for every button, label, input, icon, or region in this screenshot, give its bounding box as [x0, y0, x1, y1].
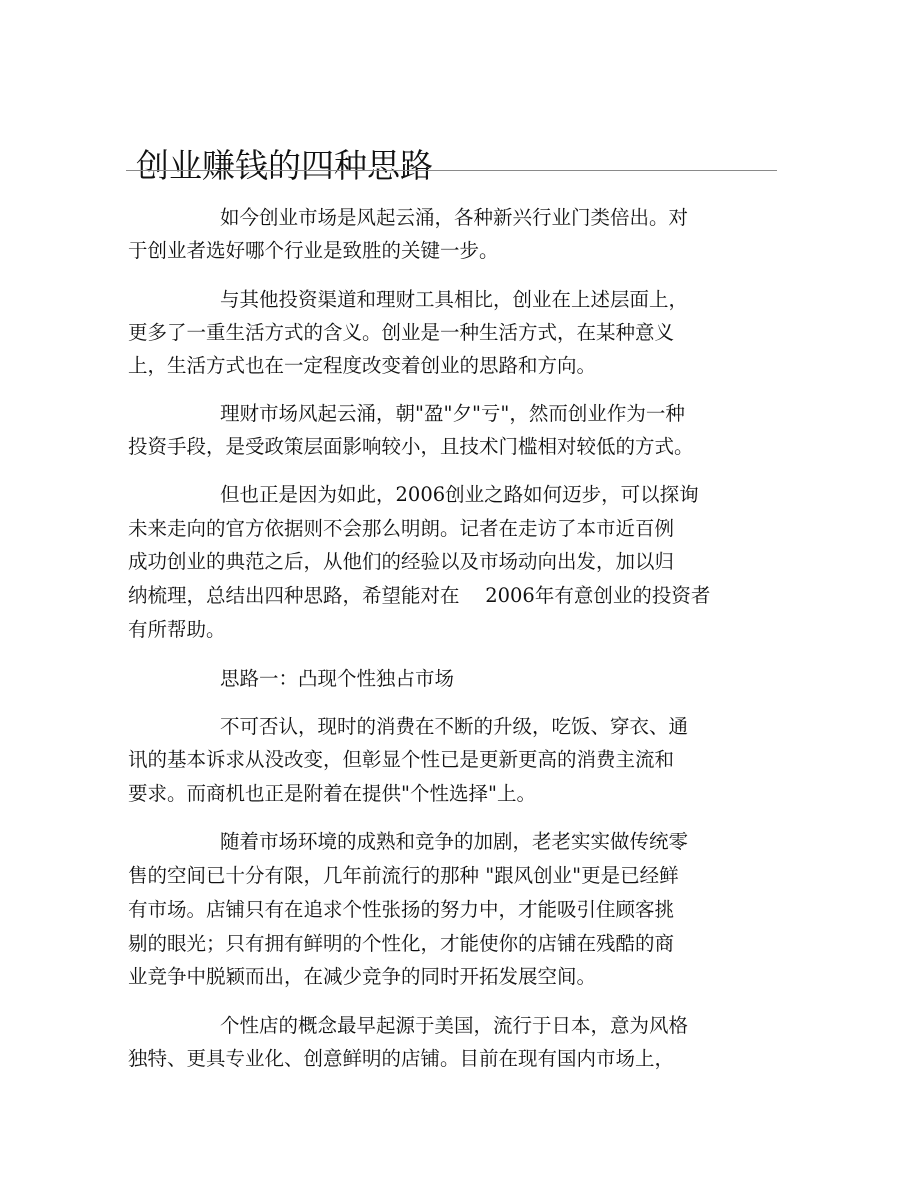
paragraph-7-line-4: 剔的眼光；只有拥有鲜明的个性化，才能使你的店铺在残酷的商 [128, 932, 675, 955]
paragraph-3-line-2: 投资手段，是受政策层面影响较小，且技术门槛相对较低的方式。 [128, 435, 694, 458]
paragraph-3-line-1: 理财市场风起云涌，朝"盈"夕"亏"，然而创业作为一种 [220, 402, 685, 425]
paragraph-1-line-1: 如今创业市场是风起云涌，各种新兴行业门类倍出。对 [220, 206, 689, 229]
paragraph-7-line-1: 随着市场环境的成熟和竞争的加剧，老老实实做传统零 [220, 830, 689, 853]
paragraph-7-line-3: 有市场。店铺只有在追求个性张扬的努力中，才能吸引住顾客挑 [128, 898, 675, 921]
paragraph-8-line-2: 独特、更具专业化、创意鲜明的店铺。目前在现有国内市场上， [128, 1047, 675, 1070]
paragraph-4-line-2: 未来走向的官方依据则不会那么明朗。记者在走访了本市近百例 [128, 517, 675, 540]
paragraph-8-line-1: 个性店的概念最早起源于美国，流行于日本，意为风格 [220, 1014, 689, 1037]
paragraph-6-line-1: 不可否认，现时的消费在不断的升级，吃饭、穿衣、通 [220, 715, 689, 738]
paragraph-1-line-2: 于创业者选好哪个行业是致胜的关键一步。 [128, 239, 499, 262]
section-heading-idea-one: 思路一：凸现个性独占市场 [220, 667, 455, 690]
paragraph-7-line-2: 售的空间已十分有限，几年前流行的那种 "跟风创业"更是已经鲜 [128, 864, 679, 887]
document-title: 创业赚钱的四种思路 [136, 146, 433, 186]
paragraph-2-line-3: 上，生活方式也在一定程度改变着创业的思路和方向。 [128, 354, 597, 377]
paragraph-6-line-2: 讯的基本诉求从没改变，但彰显个性已是更新更高的消费主流和 [128, 748, 675, 771]
paragraph-4-line-3: 成功创业的典范之后，从他们的经验以及市场动向出发，加以归 [128, 550, 675, 573]
title-divider [126, 170, 777, 171]
paragraph-6-line-3: 要求。而商机也正是附着在提供"个性选择"上。 [128, 782, 536, 805]
paragraph-2-line-2: 更多了一重生活方式的含义。创业是一种生活方式，在某种意义 [128, 321, 675, 344]
paragraph-4-line-1: 但也正是因为如此，2006创业之路如何迈步，可以探询 [220, 483, 699, 506]
paragraph-4-line-4: 纳梳理，总结出四种思路，希望能对在 2006年有意创业的投资者 [128, 584, 711, 607]
paragraph-2-line-1: 与其他投资渠道和理财工具相比，创业在上述层面上， [220, 288, 689, 311]
paragraph-4-line-5: 有所帮助。 [128, 618, 226, 641]
paragraph-7-line-5: 业竞争中脱颖而出，在减少竞争的同时开拓发展空间。 [128, 965, 597, 988]
